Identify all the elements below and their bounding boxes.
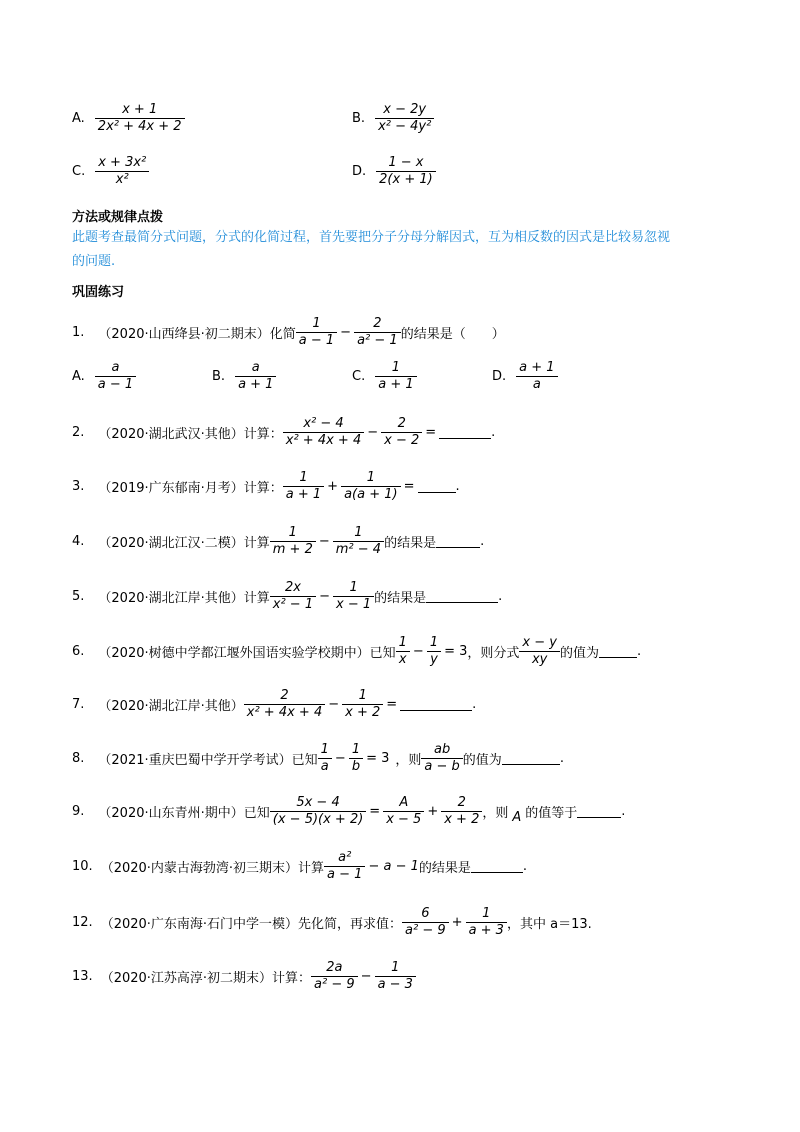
question-tail: . bbox=[455, 479, 460, 494]
numerator: ab bbox=[433, 742, 451, 757]
numerator: 1 bbox=[366, 470, 375, 485]
question-end: . bbox=[480, 534, 485, 549]
question-13 bbox=[72, 960, 416, 993]
denominator: a bbox=[318, 758, 332, 775]
plus-sign: + bbox=[427, 804, 439, 819]
answer-blank[interactable] bbox=[577, 805, 621, 818]
plus-sign: + bbox=[327, 479, 339, 494]
minus-sign: − bbox=[334, 751, 346, 766]
option-label: A. bbox=[72, 369, 85, 384]
denominator: a + 1 bbox=[375, 376, 416, 393]
question-tail: 的值为 bbox=[462, 753, 502, 768]
denominator: a² − 9 bbox=[311, 976, 358, 993]
denominator: a + 1 bbox=[235, 376, 276, 393]
question-number: 7. bbox=[72, 697, 85, 712]
question-number: 8. bbox=[72, 751, 85, 766]
denominator: a² − 1 bbox=[354, 332, 401, 349]
fraction bbox=[333, 525, 384, 558]
question-4 bbox=[72, 525, 484, 558]
variable: A bbox=[512, 810, 522, 825]
fraction bbox=[381, 416, 422, 449]
numerator: 1 bbox=[349, 580, 358, 595]
fraction bbox=[375, 960, 416, 993]
denominator: 2x² + 4x + 2 bbox=[95, 118, 185, 135]
question-tail: 的结果是 bbox=[384, 536, 437, 551]
question-source: （2019·广东郁南·月考）计算： bbox=[98, 481, 283, 496]
question-8 bbox=[72, 742, 564, 775]
plus-sign: + bbox=[451, 915, 463, 930]
minus-sign: − bbox=[318, 534, 330, 549]
minus-sign: − bbox=[360, 969, 372, 984]
denominator: a(a + 1) bbox=[341, 486, 401, 503]
fraction bbox=[519, 635, 560, 668]
fraction bbox=[376, 155, 436, 188]
denominator: a + 1 bbox=[283, 486, 324, 503]
denominator: 2(x + 1) bbox=[376, 171, 436, 188]
denominator: b bbox=[349, 758, 363, 775]
numerator: 2 bbox=[457, 795, 466, 810]
question-number: 9. bbox=[72, 804, 85, 819]
question-2 bbox=[72, 416, 495, 449]
denominator: y bbox=[427, 651, 441, 668]
question-number: 10. bbox=[72, 859, 93, 874]
numerator: 1 bbox=[391, 360, 401, 375]
question-tail: 的结果是 bbox=[374, 591, 427, 606]
question-tail: . bbox=[491, 425, 496, 440]
fraction bbox=[296, 316, 337, 349]
numerator: x − y bbox=[522, 635, 557, 650]
fraction bbox=[441, 795, 482, 828]
question-mid: ，则 bbox=[482, 806, 509, 821]
question-end: . bbox=[498, 589, 503, 604]
numerator: 1 bbox=[391, 960, 400, 975]
option-label: C. bbox=[72, 164, 86, 179]
question-tail: ，其中 a＝13. bbox=[506, 917, 592, 932]
numerator: a + 1 bbox=[519, 360, 555, 375]
question-number: 1. bbox=[72, 325, 85, 340]
option-c bbox=[72, 155, 149, 188]
numerator: A bbox=[399, 795, 409, 810]
fraction bbox=[375, 102, 434, 135]
denominator: m² − 4 bbox=[333, 541, 384, 558]
numerator: 2x bbox=[284, 580, 301, 595]
numerator: 5x − 4 bbox=[296, 795, 340, 810]
numerator: 1 bbox=[482, 906, 491, 921]
fraction bbox=[383, 795, 424, 828]
denominator: a − 1 bbox=[296, 332, 337, 349]
denominator: a − b bbox=[421, 758, 462, 775]
numerator: 1 bbox=[312, 316, 321, 331]
denominator: x + 2 bbox=[441, 811, 482, 828]
fraction bbox=[421, 742, 462, 775]
question-source: （2020·湖北武汉·其他）计算： bbox=[98, 427, 283, 442]
fraction bbox=[375, 360, 416, 393]
minus-sign: − bbox=[319, 589, 331, 604]
answer-blank[interactable] bbox=[426, 590, 498, 603]
question-3 bbox=[72, 470, 460, 503]
practice-heading: 巩固练习 bbox=[72, 285, 125, 300]
fraction bbox=[270, 580, 316, 613]
option-label: B. bbox=[352, 111, 366, 126]
option-label: B. bbox=[212, 369, 226, 384]
fraction bbox=[270, 795, 367, 828]
fraction bbox=[349, 742, 363, 775]
equals-sign: = bbox=[369, 804, 381, 819]
question-source: （2021·重庆巴蜀中学开学考试）已知 bbox=[98, 753, 318, 768]
fraction bbox=[244, 688, 325, 721]
denominator: a − 3 bbox=[375, 976, 416, 993]
denominator: x² bbox=[95, 171, 149, 188]
fraction bbox=[466, 906, 507, 939]
equals-sign: = bbox=[386, 697, 398, 712]
question-number: 2. bbox=[72, 425, 85, 440]
question-number: 4. bbox=[72, 534, 85, 549]
q1-option-c bbox=[352, 360, 417, 393]
question-6 bbox=[72, 635, 641, 668]
fraction bbox=[95, 102, 185, 135]
question-end: . bbox=[522, 859, 528, 874]
denominator: x + 2 bbox=[342, 704, 383, 721]
question-number: 5. bbox=[72, 589, 85, 604]
method-text-line2: 的问题. bbox=[72, 254, 116, 269]
denominator: a bbox=[516, 376, 557, 393]
equation-rhs: = 3 bbox=[444, 644, 468, 659]
numerator: 2a bbox=[326, 960, 343, 975]
q1-option-a bbox=[72, 360, 136, 393]
fraction bbox=[270, 525, 316, 558]
numerator: 2 bbox=[280, 688, 289, 703]
question-source: （2020·湖北江汉·二模）计算 bbox=[98, 536, 270, 551]
denominator: m + 2 bbox=[270, 541, 316, 558]
fraction bbox=[354, 316, 401, 349]
question-end: . bbox=[559, 751, 564, 766]
method-heading: 方法或规律点拨 bbox=[72, 210, 164, 225]
question-end: . bbox=[621, 804, 626, 819]
option-label: D. bbox=[492, 369, 507, 384]
numerator: 1 − x bbox=[388, 155, 424, 170]
question-number: 12. bbox=[72, 915, 93, 930]
answer-blank[interactable] bbox=[418, 480, 456, 493]
question-source: （2020·山西绛县·初二期末）化简 bbox=[98, 327, 296, 342]
numerator: 1 bbox=[299, 470, 308, 485]
question-number: 13. bbox=[72, 969, 93, 984]
question-source: （2020·江苏高淳·初二期末）计算： bbox=[100, 971, 312, 986]
denominator: x − 1 bbox=[333, 596, 374, 613]
numerator: 1 bbox=[429, 635, 439, 650]
question-tail: 的结果是（ ） bbox=[400, 327, 505, 342]
answer-blank[interactable] bbox=[436, 535, 480, 548]
numerator: x + 1 bbox=[122, 102, 158, 117]
answer-blank[interactable] bbox=[439, 426, 491, 439]
numerator: x² − 4 bbox=[303, 416, 344, 431]
answer-blank[interactable] bbox=[502, 752, 560, 765]
fraction bbox=[235, 360, 276, 393]
q1-option-d bbox=[492, 360, 558, 393]
denominator: x² − 1 bbox=[270, 596, 316, 613]
fraction bbox=[402, 906, 449, 939]
question-9 bbox=[72, 795, 625, 828]
fraction bbox=[341, 470, 401, 503]
question-source: （2020·树德中学都江堰外国语实验学校期中）已知 bbox=[98, 646, 396, 661]
fraction bbox=[333, 580, 374, 613]
denominator: a² − 9 bbox=[402, 922, 449, 939]
denominator: x² + 4x + 4 bbox=[283, 432, 364, 449]
option-label: D. bbox=[352, 164, 367, 179]
equals-sign: = bbox=[403, 479, 415, 494]
question-tail: 的值等于 bbox=[525, 806, 578, 821]
fraction bbox=[318, 742, 332, 775]
numerator: x − 2y bbox=[383, 102, 427, 117]
question-10 bbox=[72, 850, 527, 883]
fraction bbox=[427, 635, 441, 668]
numerator: 1 bbox=[288, 525, 297, 540]
question-source: （2020·广东南海·石门中学一模）先化简，再求值： bbox=[100, 917, 403, 932]
question-1 bbox=[72, 316, 505, 349]
question-tail: . bbox=[472, 697, 477, 712]
numerator: a² bbox=[338, 850, 352, 865]
question-source: （2020·内蒙古海勃湾·初三期末）计算 bbox=[100, 861, 325, 876]
question-mid: ，则 bbox=[395, 753, 422, 768]
denominator: x² − 4y² bbox=[375, 118, 434, 135]
fraction bbox=[516, 360, 557, 393]
question-number: 3. bbox=[72, 479, 85, 494]
equation-rhs: = 3 bbox=[366, 751, 390, 766]
numerator: 1 bbox=[398, 635, 407, 650]
question-source: （2020·湖北江岸·其他） bbox=[98, 699, 244, 714]
fraction bbox=[396, 635, 410, 668]
numerator: 6 bbox=[421, 906, 430, 921]
denominator: x bbox=[396, 651, 410, 668]
question-5 bbox=[72, 580, 502, 613]
question-mid: ，则分式 bbox=[467, 646, 520, 661]
numerator: x + 3x² bbox=[98, 155, 147, 170]
numerator: 1 bbox=[358, 688, 367, 703]
option-label: A. bbox=[72, 111, 85, 126]
option-a bbox=[72, 102, 185, 135]
equals-sign: = bbox=[425, 425, 437, 440]
minus-sign: − bbox=[340, 325, 352, 340]
question-tail: 的结果是 bbox=[418, 861, 471, 876]
denominator: (x − 5)(x + 2) bbox=[270, 811, 367, 828]
denominator: a − 1 bbox=[324, 866, 365, 883]
question-7 bbox=[72, 688, 476, 721]
minus-sign: − bbox=[367, 425, 379, 440]
answer-blank[interactable] bbox=[400, 698, 472, 711]
fraction bbox=[95, 155, 149, 188]
fraction bbox=[283, 416, 364, 449]
expression: − a − 1 bbox=[368, 859, 419, 874]
question-number: 6. bbox=[72, 644, 85, 659]
numerator: 1 bbox=[351, 742, 361, 757]
question-end: . bbox=[636, 644, 642, 659]
numerator: 2 bbox=[397, 416, 406, 431]
answer-blank[interactable] bbox=[599, 645, 637, 658]
numerator: 1 bbox=[320, 742, 329, 757]
option-label: C. bbox=[352, 369, 366, 384]
denominator: a + 3 bbox=[466, 922, 507, 939]
option-d bbox=[352, 155, 436, 188]
answer-blank[interactable] bbox=[471, 860, 523, 873]
question-source: （2020·湖北江岸·其他）计算 bbox=[98, 591, 270, 606]
fraction bbox=[342, 688, 383, 721]
question-tail: 的值为 bbox=[559, 646, 599, 661]
numerator: a bbox=[251, 360, 260, 375]
fraction bbox=[311, 960, 358, 993]
denominator: xy bbox=[519, 651, 560, 668]
denominator: a − 1 bbox=[95, 376, 136, 393]
method-text-line1: 此题考查最简分式问题，分式的化简过程，首先要把分子分母分解因式，互为相反数的因式是比较易忽视 bbox=[72, 230, 671, 245]
fraction bbox=[95, 360, 136, 393]
denominator: x² + 4x + 4 bbox=[244, 704, 325, 721]
question-12 bbox=[72, 906, 592, 939]
q1-option-b bbox=[212, 360, 276, 393]
fraction bbox=[283, 470, 324, 503]
denominator: x − 2 bbox=[381, 432, 422, 449]
numerator: 2 bbox=[373, 316, 382, 331]
question-source: （2020·山东青州·期中）已知 bbox=[98, 806, 270, 821]
numerator: a bbox=[111, 360, 120, 375]
numerator: 1 bbox=[354, 525, 363, 540]
minus-sign: − bbox=[412, 644, 424, 659]
denominator: x − 5 bbox=[383, 811, 424, 828]
fraction bbox=[324, 850, 365, 883]
minus-sign: − bbox=[328, 697, 340, 712]
option-b bbox=[352, 102, 434, 135]
